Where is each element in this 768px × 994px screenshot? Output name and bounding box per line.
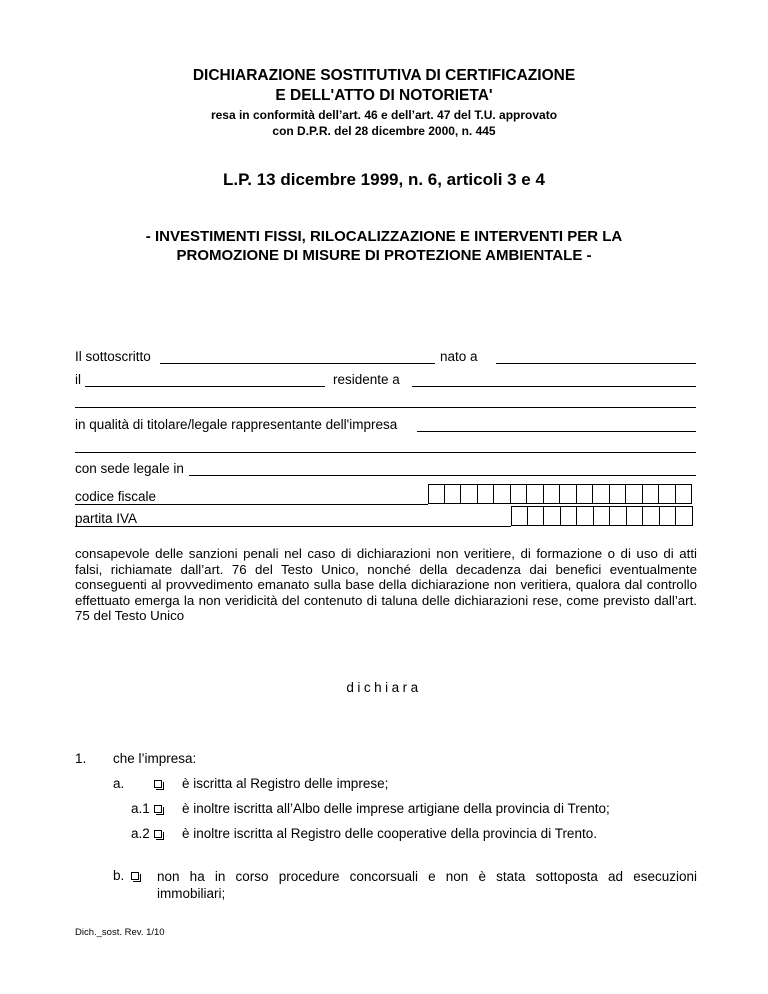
- document-title-line1: DICHIARAZIONE SOSTITUTIVA DI CERTIFICAZIONE: [192, 67, 576, 84]
- partita-iva-boxes[interactable]: [511, 506, 693, 526]
- item1-number: 1.: [75, 751, 87, 766]
- codice-fiscale-cell[interactable]: [428, 484, 445, 504]
- codice-fiscale-cell[interactable]: [461, 484, 478, 504]
- topic-line2: PROMOZIONE DI MISURE DI PROTEZIONE AMBIENTALE -: [176, 247, 592, 264]
- luogo-nascita-field[interactable]: [496, 363, 696, 364]
- codice-fiscale-cell[interactable]: [478, 484, 495, 504]
- sede-label: con sede legale in: [75, 461, 184, 476]
- partita-iva-cell[interactable]: [610, 506, 627, 526]
- document-title-line2: E DELL'ATTO DI NOTORIETA': [275, 87, 493, 104]
- codice-fiscale-cell[interactable]: [577, 484, 594, 504]
- codice-fiscale-cell[interactable]: [494, 484, 511, 504]
- item-a-label: a.: [113, 776, 125, 791]
- law-reference: L.P. 13 dicembre 1999, n. 6, articoli 3 e 4: [223, 170, 545, 189]
- partita-iva-underline: [75, 526, 511, 527]
- codice-fiscale-cell[interactable]: [560, 484, 577, 504]
- codice-fiscale-cell[interactable]: [659, 484, 676, 504]
- item-a1-checkbox[interactable]: [154, 805, 162, 813]
- item-a-checkbox[interactable]: [154, 780, 162, 788]
- sottoscritto-field[interactable]: [160, 363, 435, 364]
- consapevole-paragraph: consapevole delle sanzioni penali nel caso di dichiarazioni non veritiere, di formazione o di uso di atti falsi, richiamate dall’art. 76 del Testo Unico, nonché della decadenza dai benefici eventualmente conseguenti al provvedimento emanato sulla base della dichiarazione non veritiera, qualora dal controllo effettuato emerga la non veridicità del contenuto di taluna delle dichiarazioni rese, come previsto dall’art. 75 del Testo Unico: [75, 546, 697, 623]
- codice-fiscale-cell[interactable]: [643, 484, 660, 504]
- document-subtitle-line1: resa in conformità dell’art. 46 e dell’art. 47 del T.U. approvato: [210, 108, 558, 122]
- partita-iva-cell[interactable]: [676, 506, 693, 526]
- codice-fiscale-cell[interactable]: [445, 484, 462, 504]
- codice-fiscale-cell[interactable]: [626, 484, 643, 504]
- partita-iva-cell[interactable]: [511, 506, 528, 526]
- partita-iva-cell[interactable]: [660, 506, 677, 526]
- partita-iva-cell[interactable]: [643, 506, 660, 526]
- dichiara-heading: dichiara: [346, 680, 422, 695]
- partita-iva-cell[interactable]: [528, 506, 545, 526]
- codice-fiscale-cell[interactable]: [676, 484, 693, 504]
- qualita-label: in qualità di titolare/legale rappresentante dell'impresa: [75, 417, 398, 432]
- data-nascita-field[interactable]: [85, 386, 325, 387]
- item-a2-label: a.2: [131, 826, 150, 841]
- codice-fiscale-cell[interactable]: [593, 484, 610, 504]
- codice-fiscale-cell[interactable]: [511, 484, 528, 504]
- residente-label: residente a: [333, 372, 400, 387]
- codice-fiscale-boxes[interactable]: [428, 484, 692, 504]
- revision-footer: Dich._sost. Rev. 1/10: [75, 927, 165, 938]
- item-b-text: [157, 868, 697, 902]
- item-b-text-line2: immobiliari;: [157, 886, 226, 901]
- item1-text: che l’impresa:: [113, 751, 197, 766]
- item-a1-label: a.1: [131, 801, 150, 816]
- partita-iva-cell[interactable]: [627, 506, 644, 526]
- partita-iva-label: partita IVA: [75, 511, 138, 526]
- impresa-field-continued[interactable]: [75, 452, 696, 453]
- codice-fiscale-cell[interactable]: [544, 484, 561, 504]
- topic-line1: - INVESTIMENTI FISSI, RILOCALIZZAZIONE E INTERVENTI PER LA: [145, 228, 623, 245]
- item-a2-text: è inoltre iscritta al Registro delle cooperative della provincia di Trento.: [182, 826, 597, 841]
- codice-fiscale-label: codice fiscale: [75, 489, 157, 504]
- item-a1-text: è inoltre iscritta all’Albo delle imprese artigiane della provincia di Trento;: [182, 801, 610, 816]
- item-b-text-line1: non ha in corso procedure concorsuali e non è stata sottoposta ad esecuzioni: [157, 869, 697, 884]
- partita-iva-cell[interactable]: [594, 506, 611, 526]
- codice-fiscale-cell[interactable]: [610, 484, 627, 504]
- nato-label: nato a: [440, 349, 478, 364]
- document-subtitle-line2: con D.P.R. del 28 dicembre 2000, n. 445: [272, 124, 496, 138]
- item-a2-checkbox[interactable]: [154, 830, 162, 838]
- sede-legale-field[interactable]: [189, 475, 696, 476]
- residenza-field[interactable]: [412, 386, 696, 387]
- item-b-checkbox[interactable]: [131, 872, 139, 880]
- impresa-field[interactable]: [417, 431, 696, 432]
- codice-fiscale-underline: [75, 504, 428, 505]
- sottoscritto-label: Il sottoscritto: [75, 349, 151, 364]
- item-a-text: è iscritta al Registro delle imprese;: [182, 776, 389, 791]
- partita-iva-cell[interactable]: [561, 506, 578, 526]
- item-b-label: b.: [113, 868, 125, 883]
- codice-fiscale-cell[interactable]: [527, 484, 544, 504]
- residenza-field-continued[interactable]: [75, 407, 696, 408]
- partita-iva-cell[interactable]: [577, 506, 594, 526]
- partita-iva-cell[interactable]: [544, 506, 561, 526]
- data-nascita-label: il: [75, 372, 81, 387]
